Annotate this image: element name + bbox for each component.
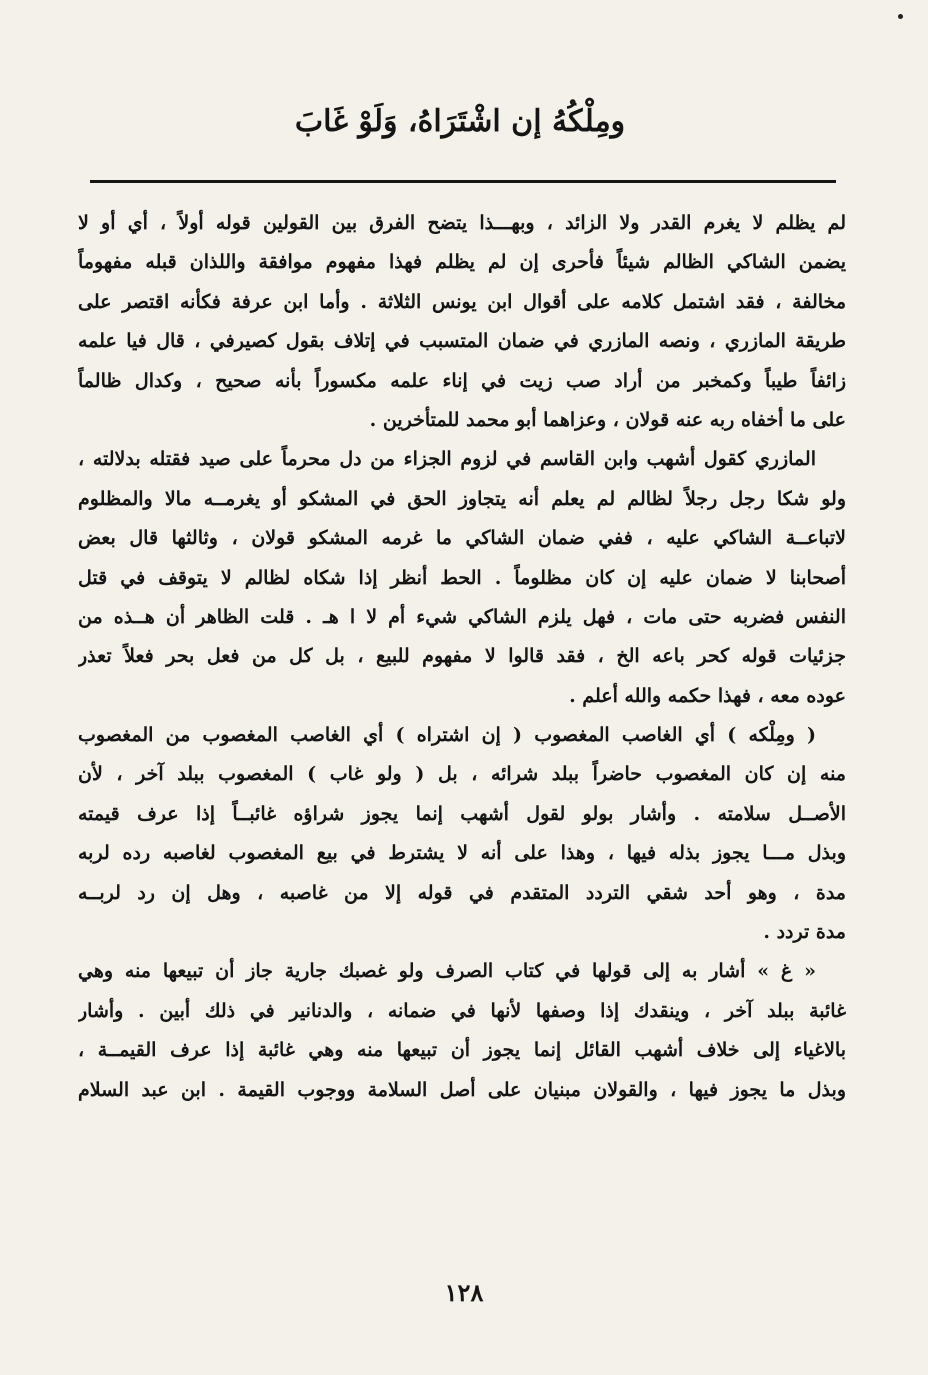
corner-mark bbox=[898, 14, 903, 19]
page-heading: ومِلْكُهُ إن اشْتَرَاهُ، وَلَوْ غَابَ bbox=[294, 104, 626, 139]
text-line: النفس فضربه حتى مات ، فهل يلزم الشاكي شيء أم لا ا هـ . قلت الظاهر أن هــذه من bbox=[78, 605, 846, 628]
page-number: ١٢٨ bbox=[444, 1278, 484, 1307]
text-line: المازري كقول أشهب وابن القاسم في لزوم الجزاء من دل محرماً على صيد فقتله بدلالته ، bbox=[78, 448, 816, 471]
text-line: أصحابنا لا ضمان عليه إن كان مظلوماً . الحط أنظر إذا شكاه لظالم لا يتوقف في قتل bbox=[78, 566, 846, 589]
text-line: وبذل مـــا يجوز بذله فيها ، وهذا على أنه لا يشترط في بيع المغصوب لغاصبه رده لربه bbox=[78, 842, 846, 865]
heading-rule bbox=[90, 180, 836, 183]
text-line: عوده معه ، فهذا حكمه والله أعلم . bbox=[569, 684, 846, 707]
text-line: مخالفة ، فقد اشتمل كلامه على أقوال ابن يونس الثلاثة . وأما ابن عرفة فكأنه اقتصر على bbox=[78, 290, 846, 313]
text-line: منه إن كان المغصوب حاضراً ببلد شرائه ، بل ( ولو غاب ) المغصوب ببلد آخر ، لأن bbox=[78, 763, 846, 786]
text-line: لاتباعــة الشاكي عليه ، ففي ضمان الشاكي ما غرمه المشكو قولان ، وثالثها قال بعض bbox=[78, 527, 846, 550]
body-text bbox=[78, 204, 846, 1110]
text-line: وبذل ما يجوز فيها ، والقولان مبنيان على أصل السلامة ووجوب القيمة . ابن عبد السلام bbox=[78, 1078, 846, 1101]
text-line: لم يظلم لا يغرم القدر ولا الزائد ، وبهـــذا يتضح الفرق بين القولين قوله أولاً ، أي أو لا bbox=[78, 212, 846, 234]
text-line: « غ » أشار به إلى قولها في كتاب الصرف ولو غصبك جارية جاز أن تبيعها منه وهي bbox=[78, 960, 816, 983]
text-line: غائبة ببلد آخر ، وينقدك إذا وصفها لأنها في ضمانه ، والدنانير في ذلك أبين . وأشار bbox=[78, 999, 846, 1022]
text-line: طريقة المازري ، ونصه المازري في ضمان المتسبب في إتلاف بقول كصيرفي ، قال فيا علمه bbox=[78, 330, 846, 353]
text-line: مدة تردد . bbox=[763, 921, 846, 944]
text-line: على ما أخفاه ربه عنه قولان ، وعزاهما أبو محمد للمتأخرين . bbox=[369, 408, 846, 431]
text-line: زائفاً طيباً وكمخبر من أراد صب زيت في إناء علمه مكسوراً بأنه صحيح ، وكدال ظالماً bbox=[78, 369, 846, 392]
text-line: بالاغياء إلى خلاف أشهب القائل إنما يجوز أن تبيعها منه وهي غائبة إذا عرف القيمــة ، bbox=[78, 1039, 846, 1062]
text-line: الأصــل سلامته . وأشار بولو لقول أشهب إنما يجوز شراؤه غائبــاً إذا عرف قيمته bbox=[78, 802, 846, 825]
text-line: ولو شكا رجل رجلاً لظالم لم يعلم أنه يتجاوز الحق في المشكو أو يغرمــه مالا والمظلوم bbox=[78, 487, 846, 510]
text-line: ( ومِلْكه ) أي الغاصب المغصوب ( إن اشتراه ) أي الغاصب المغصوب من المغصوب bbox=[78, 724, 816, 747]
text-line: يضمن الشاكي الظالم شيئاً فأحرى إن لم يظلم فهذا مفهوم موافقة واللذان قبله مفهوماً bbox=[78, 251, 846, 274]
text-line: جزئيات قوله كحر باعه الخ ، فقد قالوا لا مفهوم للبيع ، بل كل من فعل بحر فعلاً تعذر bbox=[78, 645, 846, 668]
text-line: مدة ، وهو أحد شقي التردد المتقدم في قوله إلا من غاصبه ، وهل إن رد لربــه bbox=[78, 881, 846, 904]
